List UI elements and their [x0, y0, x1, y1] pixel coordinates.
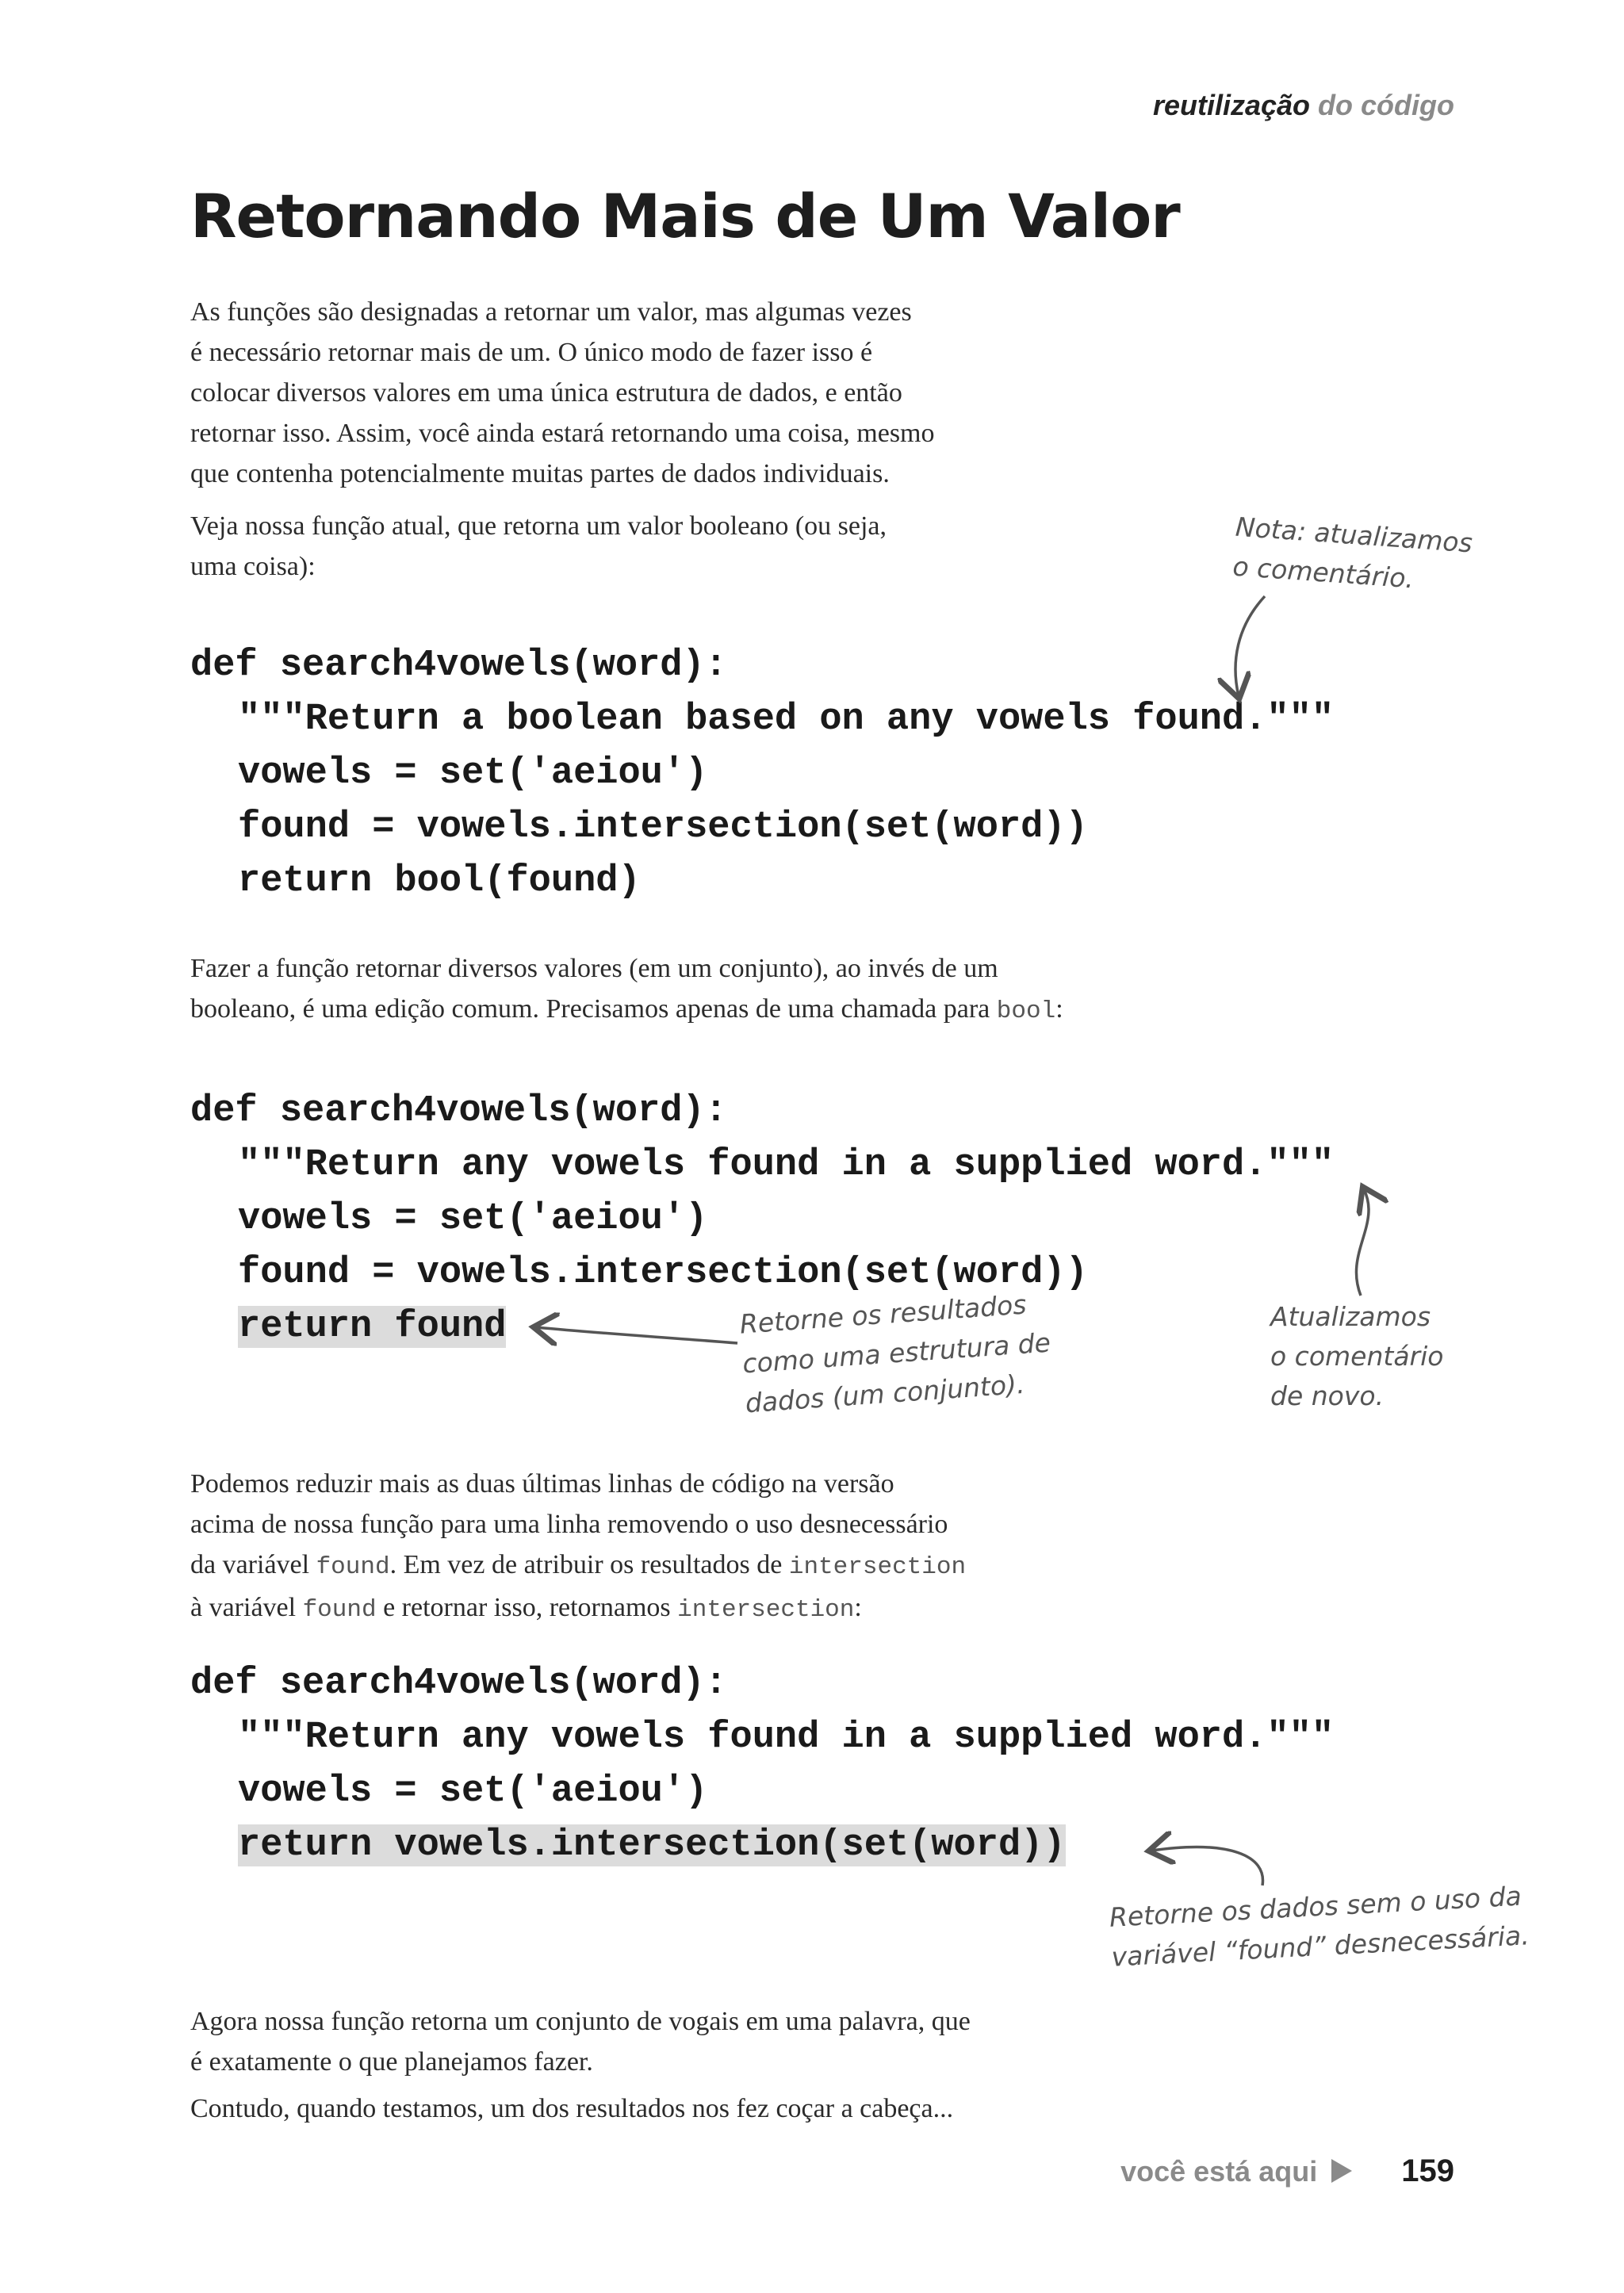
text-line: uma coisa):: [190, 552, 316, 581]
code-line: vowels = set('aeiou'): [238, 1770, 708, 1813]
inline-code: bool: [996, 997, 1056, 1025]
text-run: e retornar isso, retornamos: [376, 1593, 678, 1622]
annotation-line: Retorne os dados sem o uso da: [1109, 1880, 1522, 1933]
annotation-line: o comentário.: [1231, 550, 1415, 595]
inline-code: found: [302, 1596, 377, 1624]
page-number: 159: [1401, 2153, 1454, 2188]
highlighted-code: return found: [238, 1306, 507, 1348]
text-line: retornar isso. Assim, você ainda estará retornando uma coisa, mesmo: [190, 419, 935, 448]
arrow-to-return-intersection: [1151, 1847, 1263, 1885]
inline-code: intersection: [677, 1596, 855, 1624]
arrow-to-comment-1: [1235, 596, 1265, 696]
annotation-line: variável “found” desnecessária.: [1110, 1920, 1530, 1973]
code-line: vowels = set('aeiou'): [238, 1198, 708, 1240]
annotation-line: de novo.: [1270, 1380, 1385, 1411]
text-run: booleano, é uma edição comum. Precisamos apenas de uma chamada para: [190, 994, 997, 1024]
text-line: é exatamente o que planejamos fazer.: [190, 2047, 593, 2077]
text-line: que contenha potencialmente muitas partes de dados individuais.: [190, 459, 890, 488]
page-title: Retornando Mais de Um Valor: [190, 181, 1180, 251]
code-line: def search4vowels(word):: [190, 1663, 727, 1705]
text-run: :: [854, 1593, 862, 1622]
header-section-word: reutilização: [1152, 89, 1311, 121]
code-line: """Return a boolean based on any vowels found.""": [238, 699, 1335, 741]
inline-code: intersection: [788, 1553, 967, 1581]
code-line: found = vowels.intersection(set(word)): [238, 1252, 1088, 1294]
annotation-line: Nota: atualizamos: [1234, 511, 1474, 559]
text-line: Agora nossa função retorna um conjunto de vogais em uma palavra, que: [190, 2007, 971, 2036]
highlighted-code: return vowels.intersection(set(word)): [238, 1824, 1066, 1866]
text-line: Podemos reduzir mais as duas últimas linhas de código na versão: [190, 1469, 894, 1499]
code-line: def search4vowels(word):: [190, 1090, 727, 1132]
text-line: colocar diversos valores em uma única estrutura de dados, e então: [190, 378, 902, 408]
text-line: Fazer a função retornar diversos valores (em um conjunto), ao invés de um: [190, 954, 998, 983]
text-line: acima de nossa função para uma linha removendo o uso desnecessário: [190, 1510, 948, 1539]
text-run: :: [1055, 994, 1063, 1024]
header-chapter-word: do código: [1318, 89, 1454, 121]
annotation-line: o comentário: [1270, 1341, 1444, 1372]
code-line: """Return any vowels found in a supplied word.""": [238, 1717, 1335, 1759]
annotation-line: dados (um conjunto).: [744, 1368, 1026, 1419]
text-line: As funções são designadas a retornar um valor, mas algumas vezes: [190, 297, 912, 327]
text-run: à variável: [190, 1593, 303, 1622]
code-line: def search4vowels(word):: [190, 645, 727, 687]
inline-code: found: [316, 1553, 390, 1581]
text-run: da variável: [190, 1550, 316, 1579]
footer-label: você está aqui: [1120, 2155, 1318, 2188]
triangle-icon: [1331, 2159, 1352, 2183]
annotation-line: Atualizamos: [1270, 1301, 1431, 1332]
text-line: Veja nossa função atual, que retorna um valor booleano (ou seja,: [190, 511, 887, 541]
annotation-line: como uma estrutura de: [741, 1326, 1052, 1380]
annotation-line: Retorne os resultados: [738, 1288, 1028, 1340]
arrow-to-return-found: [536, 1327, 737, 1343]
code-line: return bool(found): [238, 860, 641, 902]
arrow-to-comment-2: [1356, 1189, 1369, 1296]
code-line: vowels = set('aeiou'): [238, 752, 708, 794]
code-line: found = vowels.intersection(set(word)): [238, 806, 1088, 848]
code-line: """Return any vowels found in a supplied word.""": [238, 1144, 1335, 1186]
text-line: Contudo, quando testamos, um dos resultados nos fez coçar a cabeça...: [190, 2094, 954, 2123]
text-line: é necessário retornar mais de um. O único modo de fazer isso é: [190, 338, 873, 367]
page-footer: [1120, 2153, 1454, 2189]
text-run: . Em vez de atribuir os resultados de: [389, 1550, 789, 1579]
